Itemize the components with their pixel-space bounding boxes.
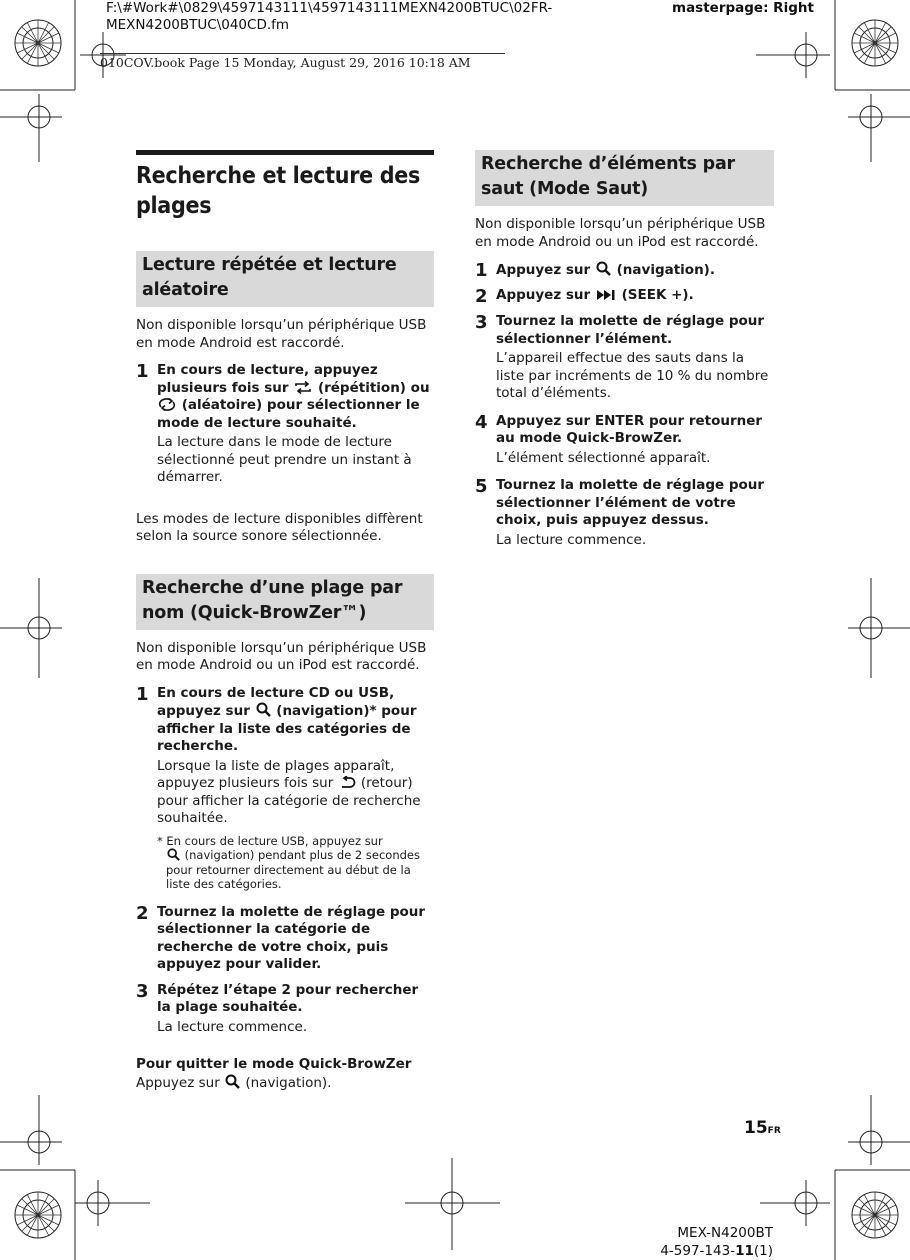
step-description: La lecture commence. (496, 531, 647, 548)
file-path-line-1: F:\#Work#\0829\4597143111\4597143111MEXN4200BTUC\02FR- (106, 0, 553, 16)
page-number: 15FR (744, 1118, 781, 1138)
step-title: Tournez la molette de réglage pour sélectionner l’élément de votre choix, puis appuyez dessus. (496, 477, 765, 528)
step-title: Appuyez sur (navigation). (496, 262, 715, 278)
quit-instruction: Appuyez sur (navigation). (136, 1074, 332, 1091)
step-number: 1 (136, 361, 149, 382)
step-item (475, 261, 774, 281)
footnote: * En cours de lecture USB, appuyez sur (navigation) pendant plus de 2 secondes pour retourner directement au début de la liste des catégories. (157, 833, 420, 891)
section-intro: Non disponible lorsqu’un périphérique USB en mode Android ou un iPod est raccordé. (475, 216, 766, 250)
step-number: 2 (475, 286, 488, 307)
step-title: Tournez la molette de réglage pour sélectionner la catégorie de recherche de votre choix, puis appuyez pour valider. (157, 903, 426, 972)
step-item (475, 413, 774, 474)
step-number: 1 (475, 260, 488, 281)
search-icon (256, 702, 271, 717)
section-heading-quick-browzer: Recherche d’une plage par nom (Quick-BrowZer™) (136, 574, 434, 630)
model-code-block (660, 1224, 773, 1260)
right-column (475, 150, 774, 559)
search-icon (167, 848, 180, 861)
step-item (136, 904, 434, 974)
step-title: Appuyez sur (SEEK +). (496, 287, 694, 303)
step-title: Tournez la molette de réglage pour sélectionner l’élément. (496, 313, 765, 347)
step-description: La lecture commence. (157, 1018, 308, 1035)
step-number: 2 (136, 902, 149, 924)
step-title: Répétez l’étape 2 pour rechercher la plage souhaitée. (157, 981, 419, 1015)
step-number: 3 (136, 980, 149, 1002)
step-item (475, 313, 774, 409)
search-icon (225, 1074, 240, 1089)
step-number: 1 (136, 683, 149, 705)
section-heading-jump-mode: Recherche d’éléments par saut (Mode Saut) (475, 150, 774, 206)
step-number: 3 (475, 312, 488, 333)
seek-forward-icon (596, 289, 616, 301)
left-column (136, 150, 434, 1092)
page-title: Recherche et lecture des plages (136, 150, 434, 221)
section-intro: Non disponible lorsqu’un périphérique USB en mode Android est raccordé. (136, 317, 427, 351)
step-description: L’appareil effectue des sauts dans la liste par incréments de 10 % du nombre total d’éléments. (496, 350, 769, 401)
search-icon (596, 261, 611, 276)
book-info-line: 010COV.book Page 15 Monday, August 29, 2016 10:18 AM (100, 53, 505, 70)
document-code: 4-597-143-11(1) (660, 1243, 773, 1259)
step-number: 4 (475, 411, 488, 433)
step-title: En cours de lecture, appuyez plusieurs fois sur (répétition) ou (aléatoire) pour sélectionner le mode de lecture souhaité. (157, 362, 430, 431)
step-item (136, 982, 434, 1043)
step-item (475, 287, 774, 307)
step-title: En cours de lecture CD ou USB, appuyez sur (navigation)* pour afficher la liste des catégories de recherche. (157, 684, 417, 754)
step-item (136, 685, 434, 900)
step-description: La lecture dans le mode de lecture sélectionné peut prendre un instant à démarrer. (157, 434, 412, 485)
file-path-header (106, 0, 553, 34)
shuffle-icon (158, 398, 176, 411)
section-heading-repeat-shuffle: Lecture répétée et lecture aléatoire (136, 251, 434, 307)
model-name: MEX-N4200BT (677, 1225, 773, 1241)
subheading-quit: Pour quitter le mode Quick-BrowZer (136, 1056, 412, 1072)
section-outro: Les modes de lecture disponibles diffèrent selon la source sonore sélectionnée. (136, 510, 423, 544)
repeat-icon (294, 381, 312, 394)
step-description: L’élément sélectionné apparaît. (496, 449, 711, 466)
section-intro: Non disponible lorsqu’un périphérique USB en mode Android ou un iPod est raccordé. (136, 639, 427, 673)
step-title: Appuyez sur ENTER pour retourner au mode Quick-BrowZer. (496, 412, 763, 446)
step-number: 5 (475, 476, 488, 497)
file-path-line-2: MEXN4200BTUC\040CD.fm (106, 17, 290, 33)
masterpage-label: masterpage: Right (672, 0, 814, 16)
step-item (475, 477, 774, 555)
back-icon (339, 776, 356, 789)
step-description: Lorsque la liste de plages apparaît, appuyez plusieurs fois sur (retour) pour afficher la catégorie de recherche souhaitée. (157, 757, 421, 826)
step-item (136, 362, 434, 493)
